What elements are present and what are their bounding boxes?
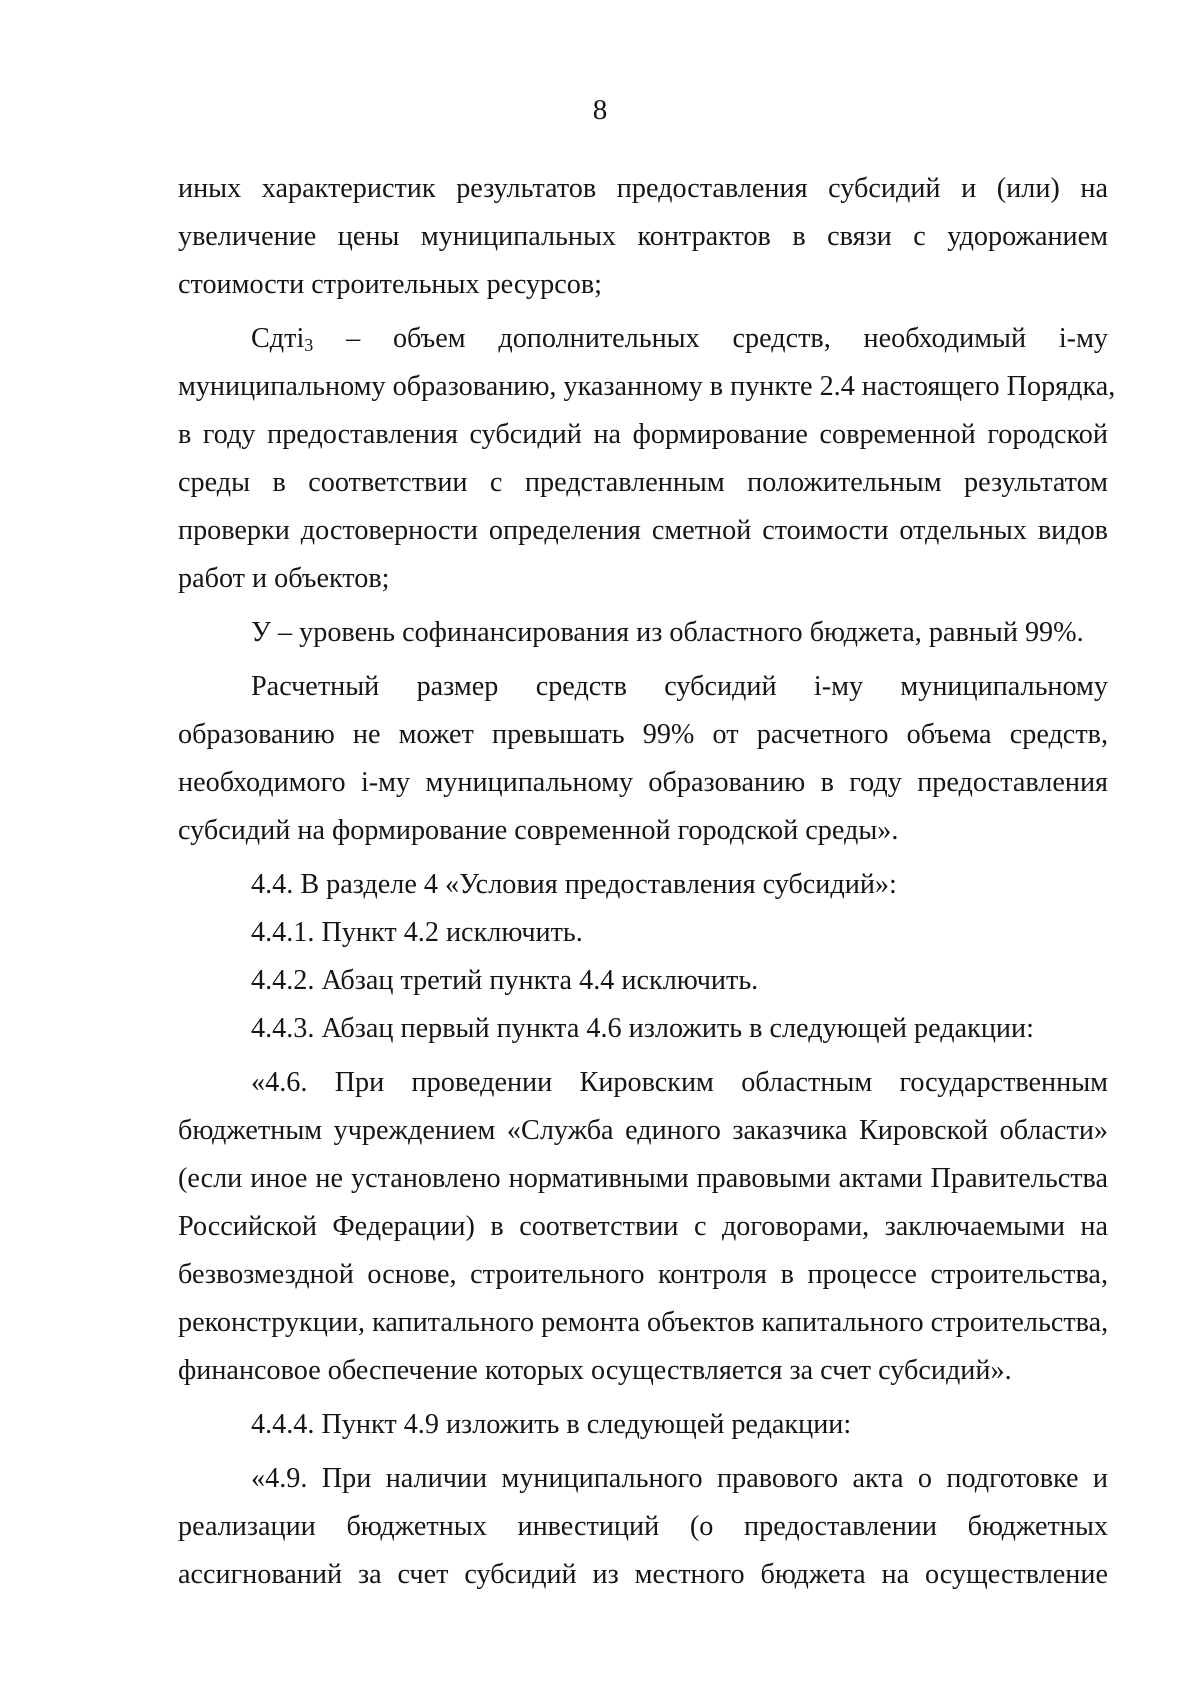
text-line: 4.4.3. Абзац первый пункта 4.6 изложить в следующей редакции:	[251, 1013, 1034, 1044]
text-line: в году предоставления субсидий на формирование современной городской	[178, 419, 1108, 450]
text-line: «4.6. При проведении Кировским областным государственным	[251, 1067, 1108, 1098]
text-line: Российской Федерации) в соответствии с договорами, заключаемыми на	[178, 1211, 1108, 1242]
formula-symbol: Сдтi	[251, 323, 305, 354]
text-line: муниципальному образованию, указанному в пункте 2.4 настоящего Порядка,	[178, 371, 1116, 402]
text-line: Расчетный размер средств субсидий i-му муниципальному	[251, 671, 1108, 702]
formula-line	[178, 315, 1108, 363]
text-line: бюджетным учреждением «Служба единого заказчика Кировской области»	[178, 1115, 1108, 1146]
text-line: 4.4.2. Абзац третий пункта 4.4 исключить.	[251, 965, 759, 996]
text-line: иных характеристик результатов предоставления субсидий и (или) на	[178, 173, 1108, 204]
formula-subscript: 3	[304, 335, 314, 355]
text-line: стоимости строительных ресурсов;	[178, 269, 602, 300]
formula-definition: – объем дополнительных средств, необходимый i-му	[313, 323, 1108, 354]
text-line: реконструкции, капитального ремонта объектов капитального строительства,	[178, 1307, 1109, 1338]
text-line: увеличение цены муниципальных контрактов в связи с удорожанием	[178, 221, 1108, 252]
text-line: безвозмездной основе, строительного контроля в процессе строительства,	[178, 1259, 1108, 1290]
page-number: 8	[592, 94, 608, 126]
text-line: необходимого i-му муниципальному образованию в году предоставления	[178, 767, 1108, 798]
text-line: реализации бюджетных инвестиций (о предоставлении бюджетных	[178, 1511, 1108, 1542]
text-line: субсидий на формирование современной городской среды».	[178, 815, 899, 846]
text-line: У – уровень софинансирования из областного бюджета, равный 99%.	[251, 617, 1084, 648]
document-body	[178, 165, 1116, 1599]
text-line: среды в соответствии с представленным положительным результатом	[178, 467, 1108, 498]
text-line: 4.4. В разделе 4 «Условия предоставления субсидий»:	[251, 869, 897, 900]
text-line: 4.4.4. Пункт 4.9 изложить в следующей редакции:	[251, 1409, 852, 1440]
text-line: «4.9. При наличии муниципального правового акта о подготовке и	[251, 1463, 1108, 1494]
text-line: финансовое обеспечение которых осуществляется за счет субсидий».	[178, 1355, 1012, 1386]
text-line: проверки достоверности определения сметной стоимости отдельных видов	[178, 515, 1108, 546]
text-line: (если иное не установлено нормативными правовыми актами Правительства	[178, 1163, 1108, 1194]
text-line: 4.4.1. Пункт 4.2 исключить.	[251, 917, 583, 948]
text-line: ассигнований за счет субсидий из местного бюджета на осуществление	[178, 1559, 1108, 1590]
text-line: образованию не может превышать 99% от расчетного объема средств,	[178, 719, 1108, 750]
text-line: работ и объектов;	[178, 563, 390, 594]
